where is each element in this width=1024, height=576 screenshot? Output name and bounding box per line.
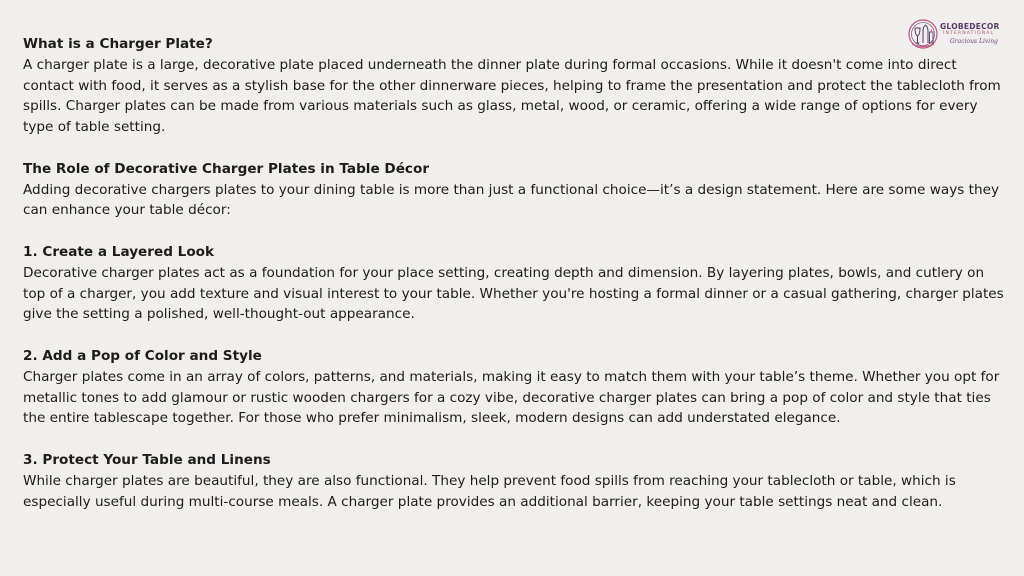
section-protect-table <box>23 450 1008 512</box>
section-heading: 1. Create a Layered Look <box>23 243 215 260</box>
article-content <box>23 34 1008 512</box>
section-what-is-charger-plate <box>23 34 1008 138</box>
section-paragraph: A charger plate is a large, decorative plate placed underneath the dinner plate during formal occasions. While it doesn't come into direct contact with food, it serves as a stylish base for the other dinnerware pieces, helping to frame the presentation and protect the tablecloth from spills. Charger plates can be made from various materials such as glass, metal, wood, or ceramic, offering a wide range of options for every type of table setting. <box>23 56 1001 136</box>
section-heading: 2. Add a Pop of Color and Style <box>23 347 262 364</box>
brand-subtitle: INTERNATIONAL <box>943 31 995 36</box>
section-paragraph: Adding decorative chargers plates to your dining table is more than just a functional choice—it’s a design statement. Here are some ways they can enhance your table décor: <box>23 181 999 219</box>
section-role-in-table-decor <box>23 159 1008 221</box>
section-layered-look <box>23 242 1008 325</box>
section-paragraph: While charger plates are beautiful, they are also functional. They help prevent food spills from reaching your tablecloth or table, which is especially useful during multi-course meals. A charger plate provides an additional barrier, keeping your table settings neat and clean. <box>23 472 956 510</box>
brand-tagline: Gracious Living <box>950 38 998 45</box>
section-paragraph: Decorative charger plates act as a foundation for your place setting, creating depth and dimension. By layering plates, bowls, and cutlery on top of a charger, you add texture and visual interest to your table. Whether you're hosting a formal dinner or a casual gathering, charger plates give the setting a polished, well-thought-out appearance. <box>23 264 1004 323</box>
brand-name: GLOBEDECOR <box>940 22 1000 31</box>
section-heading: What is a Charger Plate? <box>23 36 213 52</box>
section-heading: 3. Protect Your Table and Linens <box>23 451 271 468</box>
section-heading: The Role of Decorative Charger Plates in Table Décor <box>23 160 430 177</box>
section-color-and-style <box>23 346 1008 429</box>
section-paragraph: Charger plates come in an array of colors, patterns, and materials, making it easy to match them with your table’s theme. Whether you opt for metallic tones to add glamour or rustic wooden chargers for a cozy vibe, decorative charger plates can bring a pop of color and style that ties the entire tablescape together. For those who prefer minimalism, sleek, modern designs can add understated elegance. <box>23 368 1000 427</box>
